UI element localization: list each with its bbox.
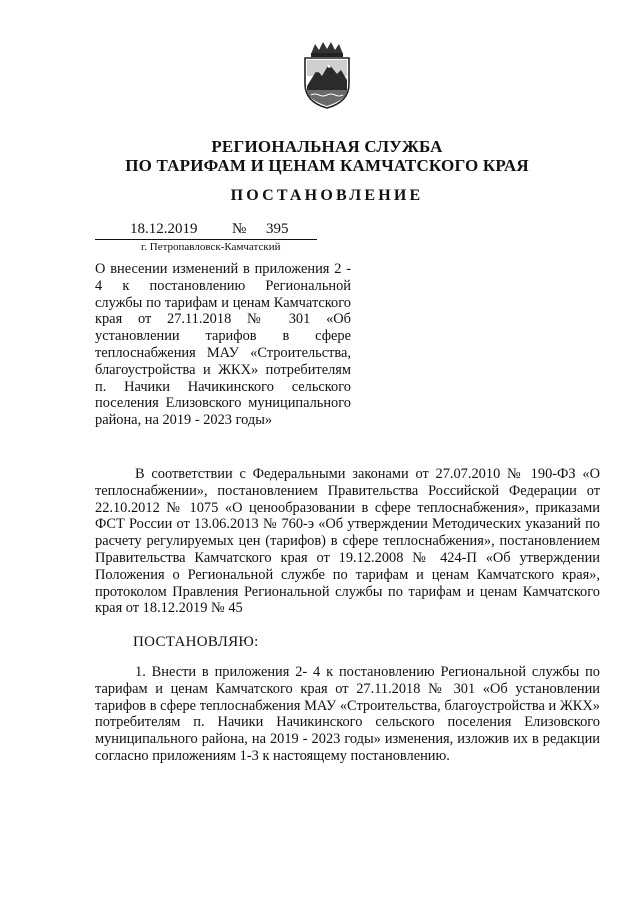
date-number-line bbox=[95, 221, 317, 240]
item-1-paragraph: 1. Внести в приложения 2- 4 к постановлению Региональной службы по тарифам и ценам Камчатского края от 27.11.2018 № 301 «Об установлении тарифов в сфере теплоснабжения МАУ «Строительства, благоустройства и ЖКХ» потребителям п. Начики Начикинского сельского поселения Елизовского муниципального района, на 2019 - 2023 годы» изменения, изложив их в редакции согласно приложениям 1-3 к настоящему постановлению. bbox=[95, 664, 600, 764]
document-type: ПОСТАНОВЛЕНИЕ bbox=[230, 187, 424, 204]
city-name: г. Петропавловск-Камчатский bbox=[141, 241, 281, 253]
document-number: 395 bbox=[266, 221, 289, 237]
decree-word: ПОСТАНОВЛЯЮ: bbox=[133, 634, 259, 650]
organization-title bbox=[90, 137, 564, 175]
organization-title-line2: ПО ТАРИФАМ И ЦЕНАМ КАМЧАТСКОГО КРАЯ bbox=[125, 156, 529, 175]
number-sign: № bbox=[232, 221, 247, 237]
document-date: 18.12.2019 bbox=[130, 221, 198, 237]
organization-title-line1: РЕГИОНАЛЬНАЯ СЛУЖБА bbox=[211, 137, 443, 156]
coat-of-arms-icon bbox=[297, 40, 357, 110]
preamble-paragraph: В соответствии с Федеральными законами от 27.07.2010 № 190-ФЗ «О теплоснабжении», постановлением Правительства Российской Федерации от 22.10.2012 № 1075 «О ценообразовании в сфере теплоснабжения», приказами ФСТ России от 13.06.2013 № 760-э «Об утверждении Методических указаний по расчету регулируемых цен (тарифов) в сфере теплоснабжения», постановлением Правительства Камчатского края от 19.12.2008 № 424-П «Об утверждении Положения о Региональной службе по тарифам и ценам Камчатского края», протоколом Правления Региональной службы по тарифам и ценам Камчатского края от 18.12.2019 № 45 bbox=[95, 466, 600, 617]
document-subject: О внесении изменений в приложения 2 - 4 к постановлению Региональной службы по тарифам и ценам Камчатского края от 27.11.2018 № 301 «Об установлении тарифов в сфере теплоснабжения МАУ «Строительства, благоустройства и ЖКХ» потребителям п. Начики Начикинского сельского поселения Елизовского муниципального района, на 2019 - 2023 годы» bbox=[95, 261, 351, 429]
